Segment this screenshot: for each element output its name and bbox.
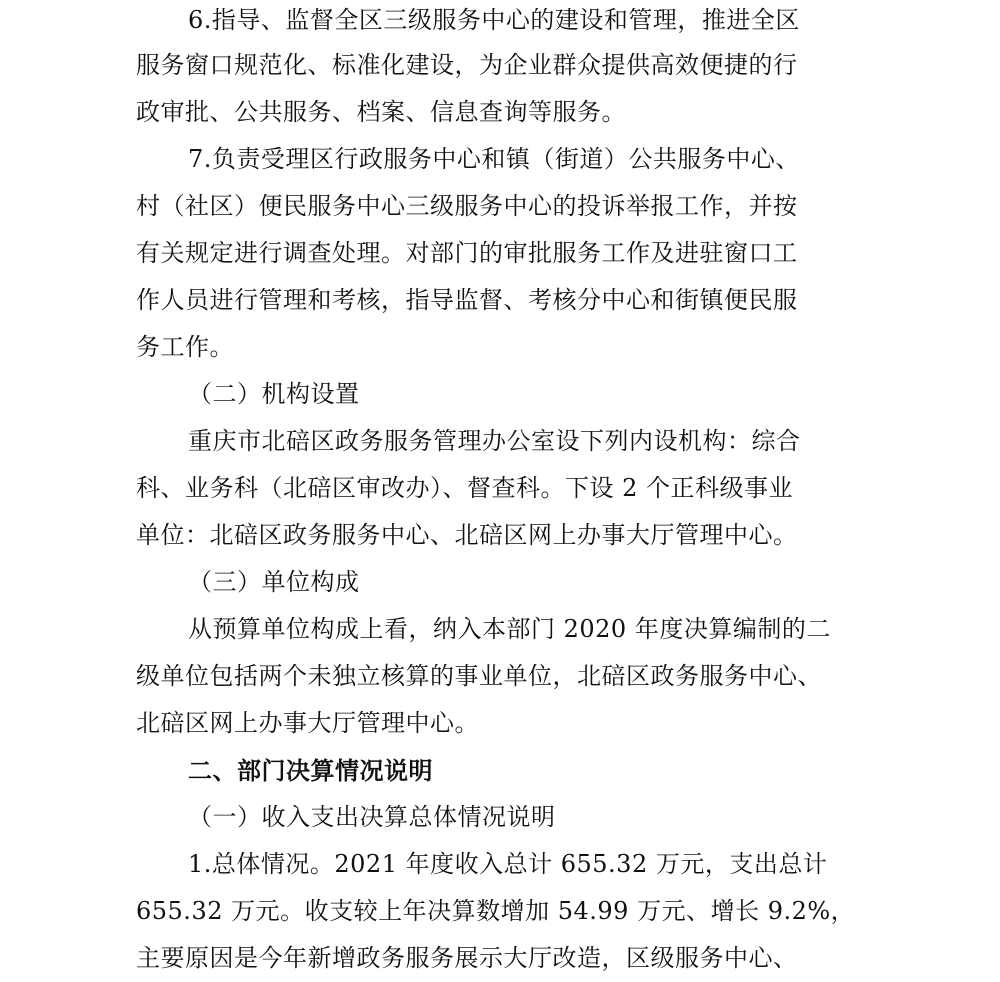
text-line: 级单位包括两个未独立核算的事业单位，北碚区政务服务中心、 bbox=[136, 662, 822, 690]
text-line: 655.32 万元。收支较上年决算数增加 54.99 万元、增长 9.2%， bbox=[136, 897, 856, 925]
text-line: 1.总体情况。2021 年度收入总计 655.32 万元，支出总计 bbox=[188, 850, 828, 878]
text-line: 6.指导、监督全区三级服务中心的建设和管理，推进全区 bbox=[188, 6, 800, 34]
text-line: 政审批、公共服务、档案、信息查询等服务。 bbox=[136, 98, 626, 126]
text-line: 7.负责受理区行政服务中心和镇（街道）公共服务中心、 bbox=[188, 145, 800, 173]
section-heading: （二）机构设置 bbox=[188, 380, 360, 408]
text-line: 主要原因是今年新增政务服务展示大厅改造，区级服务中心、 bbox=[136, 944, 798, 972]
text-line: 作人员进行管理和考核，指导监督、考核分中心和街镇便民服 bbox=[136, 286, 798, 314]
text-line: 科、业务科（北碚区审改办）、督查科。下设 2 个正科级事业 bbox=[136, 474, 794, 502]
text-line: 服务窗口规范化、标准化建设，为企业群众提供高效便捷的行 bbox=[136, 51, 798, 79]
text-line: 务工作。 bbox=[136, 333, 234, 361]
section-heading: （一）收入支出决算总体情况说明 bbox=[188, 803, 556, 831]
text-line: 村（社区）便民服务中心三级服务中心的投诉举报工作，并按 bbox=[136, 192, 798, 220]
section-heading: （三）单位构成 bbox=[188, 568, 360, 596]
text-line: 北碚区网上办事大厅管理中心。 bbox=[136, 709, 479, 737]
text-line: 重庆市北碚区政务服务管理办公室设下列内设机构：综合 bbox=[188, 427, 801, 455]
text-line: 单位：北碚区政务服务中心、北碚区网上办事大厅管理中心。 bbox=[136, 521, 798, 549]
text-line: 从预算单位构成上看，纳入本部门 2020 年度决算编制的二 bbox=[188, 615, 831, 643]
text-line: 有关规定进行调查处理。对部门的审批服务工作及进驻窗口工 bbox=[136, 239, 798, 267]
chapter-heading: 二、部门决算情况说明 bbox=[188, 756, 433, 785]
